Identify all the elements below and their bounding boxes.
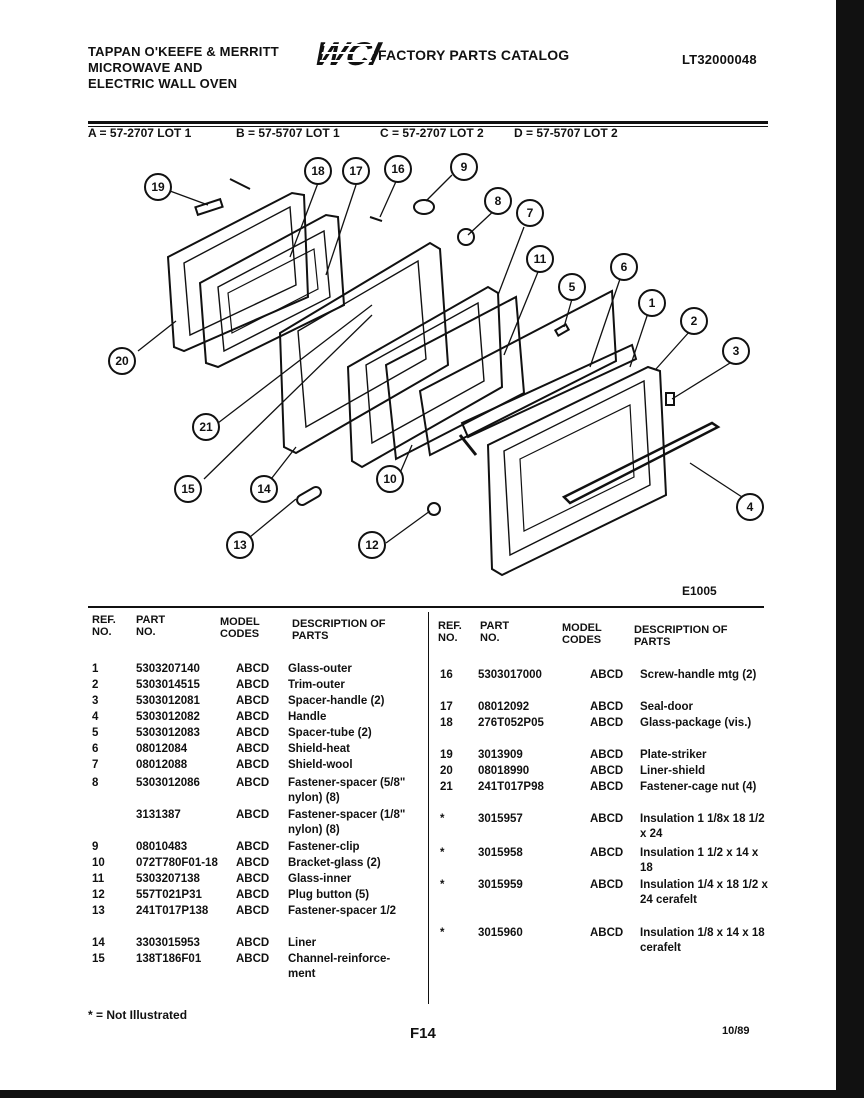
- cell-model: ABCD: [236, 889, 270, 901]
- cell-desc: Glass-outer: [288, 663, 352, 675]
- cell-ref: 19: [440, 749, 453, 761]
- header-part-right: PART NO.: [480, 620, 510, 644]
- cell-ref: 20: [440, 765, 453, 777]
- cell-desc: Glass-package (vis.): [640, 717, 752, 729]
- cell-desc: Fastener-cage nut (4): [640, 781, 757, 793]
- header-rule: [88, 121, 768, 124]
- cell-part: 5303012082: [136, 711, 200, 723]
- cell-part: 3131387: [136, 809, 181, 821]
- callout-5: 5: [568, 280, 576, 294]
- callout-11: 11: [533, 252, 547, 266]
- cell-desc: Handle: [288, 711, 327, 723]
- callout-19: 19: [151, 180, 165, 194]
- cell-desc: Liner: [288, 937, 317, 949]
- callout-15: 15: [181, 482, 195, 496]
- cell-model: ABCD: [590, 717, 624, 729]
- brand-subtitle-2: ELECTRIC WALL OVEN: [88, 76, 238, 91]
- callout-4: 4: [746, 500, 754, 514]
- cell-model: ABCD: [590, 847, 624, 859]
- scan-border-bottom: [0, 1090, 864, 1098]
- cell-ref: 21: [440, 781, 453, 793]
- cell-part: 5303012086: [136, 777, 200, 789]
- cell-part: 5303012081: [136, 695, 200, 707]
- cell-part: 138T186F01: [136, 953, 202, 965]
- callout-7: 7: [526, 206, 534, 220]
- cell-model: ABCD: [236, 873, 270, 885]
- shield-heat-part: [462, 345, 636, 437]
- cell-model: ABCD: [236, 727, 270, 739]
- callout-14: 14: [257, 482, 271, 496]
- cell-ref: 6: [92, 743, 99, 755]
- cell-model: ABCD: [236, 777, 270, 789]
- table-column-divider: [428, 612, 429, 1004]
- cell-desc: Liner-shield: [640, 765, 706, 777]
- cell-ref: *: [440, 879, 445, 891]
- callout-20: 20: [115, 354, 129, 368]
- cell-model: ABCD: [590, 927, 624, 939]
- cell-ref: 13: [92, 905, 105, 917]
- cell-part: 08018990: [478, 765, 530, 777]
- callout-17: 17: [349, 164, 363, 178]
- not-illustrated-note: * = Not Illustrated: [88, 1008, 188, 1022]
- spacer-tube-part: [555, 324, 568, 335]
- cell-part: 3303015953: [136, 937, 200, 949]
- callout-1: 1: [648, 296, 656, 310]
- cell-model: ABCD: [236, 953, 270, 965]
- brand-subtitle-1: MICROWAVE AND: [88, 60, 203, 75]
- cell-model: ABCD: [590, 879, 624, 891]
- cell-model: ABCD: [236, 663, 270, 675]
- cell-desc: Glass-inner: [288, 873, 352, 885]
- callout-21: 21: [199, 420, 213, 434]
- cell-part: 072T780F01-18: [136, 857, 218, 869]
- cell-ref: 3: [92, 695, 99, 707]
- cell-model: ABCD: [236, 905, 270, 917]
- cell-desc: Insulation 1 1/8x 18 1/2 x 24: [640, 813, 765, 840]
- lot-d: D = 57-5707 LOT 2: [514, 126, 618, 140]
- callout-9: 9: [460, 160, 468, 174]
- cell-ref: 15: [92, 953, 105, 965]
- callout-16: 16: [391, 162, 405, 176]
- lot-a: A = 57-2707 LOT 1: [88, 126, 192, 140]
- catalog-title: FACTORY PARTS CATALOG: [378, 47, 570, 63]
- cell-part: 241T017P98: [478, 781, 544, 793]
- header-desc-left: DESCRIPTION OF PARTS: [292, 618, 386, 642]
- cell-part: 08012084: [136, 743, 188, 755]
- callout-18: 18: [311, 164, 325, 178]
- header-desc-right: DESCRIPTION OF PARTS: [634, 624, 728, 648]
- cell-model: ABCD: [236, 937, 270, 949]
- cell-model: ABCD: [236, 857, 270, 869]
- cell-model: ABCD: [590, 701, 624, 713]
- wci-logo: [310, 36, 384, 73]
- cell-model: ABCD: [590, 781, 624, 793]
- cell-ref: 17: [440, 701, 453, 713]
- catalog-number: LT32000048: [682, 52, 757, 67]
- header-ref-left: REF. NO.: [92, 614, 116, 638]
- cell-model: ABCD: [590, 669, 624, 681]
- cell-model: ABCD: [590, 765, 624, 777]
- cell-model: ABCD: [236, 711, 270, 723]
- cell-part: 08010483: [136, 841, 188, 853]
- cell-ref: *: [440, 847, 445, 859]
- cell-desc: Fastener-spacer 1/2: [288, 905, 397, 917]
- cell-ref: 14: [92, 937, 105, 949]
- cell-ref: 7: [92, 759, 99, 771]
- callout-10: 10: [383, 472, 397, 486]
- screw-part: [230, 179, 250, 189]
- cell-ref: 10: [92, 857, 105, 869]
- figure-id: E1005: [682, 584, 717, 598]
- cell-desc: Plug button (5): [288, 889, 370, 901]
- callout-13: 13: [233, 538, 247, 552]
- cell-part: 3015957: [478, 813, 523, 825]
- cell-desc: Fastener-clip: [288, 841, 360, 853]
- header-part-left: PART NO.: [136, 614, 166, 638]
- cell-model: ABCD: [236, 695, 270, 707]
- cell-ref: *: [440, 927, 445, 939]
- cell-desc: Insulation 1/4 x 18 1/2 x 24 cerafelt: [640, 879, 768, 906]
- cell-ref: 9: [92, 841, 99, 853]
- cell-desc: Shield-heat: [288, 743, 350, 755]
- handle-part: [564, 423, 718, 503]
- cell-desc: Trim-outer: [288, 679, 345, 691]
- glass-package-part: [200, 215, 344, 367]
- fastener-spacer-half-part: [295, 485, 323, 507]
- exploded-door-diagram: [100, 155, 780, 595]
- cell-ref: 8: [92, 777, 99, 789]
- cell-part: 08012088: [136, 759, 188, 771]
- cell-model: ABCD: [236, 841, 270, 853]
- cell-part: 5303014515: [136, 679, 200, 691]
- cell-model: ABCD: [236, 809, 270, 821]
- cell-ref: 5: [92, 727, 99, 739]
- cell-ref: 12: [92, 889, 105, 901]
- cell-desc: Channel-reinforce-ment: [288, 953, 391, 980]
- glass-inner-part: [386, 297, 524, 459]
- scan-border-right: [836, 0, 864, 1098]
- cell-model: ABCD: [236, 679, 270, 691]
- cell-desc: Screw-handle mtg (2): [640, 669, 757, 681]
- callout-6: 6: [620, 260, 628, 274]
- cell-part: 557T021P31: [136, 889, 202, 901]
- page-number: F14: [410, 1025, 436, 1042]
- cell-part: 3015958: [478, 847, 523, 859]
- cell-ref: 2: [92, 679, 99, 691]
- callout-12: 12: [365, 538, 379, 552]
- cell-part: 5303012083: [136, 727, 200, 739]
- cell-desc: Spacer-tube (2): [288, 727, 372, 739]
- header-model-left: MODEL CODES: [220, 616, 260, 640]
- cell-part: 5303017000: [478, 669, 542, 681]
- table-top-rule: [88, 606, 764, 608]
- cell-desc: Insulation 1 1/2 x 14 x 18: [640, 847, 759, 874]
- cell-desc: Fastener-spacer (5/8" nylon) (8): [288, 777, 406, 804]
- cell-part: 3015959: [478, 879, 523, 891]
- callout-2: 2: [690, 314, 698, 328]
- cell-part: 3013909: [478, 749, 523, 761]
- brand-name: TAPPAN O'KEEFE & MERRITT: [88, 44, 279, 59]
- cell-part: 241T017P138: [136, 905, 209, 917]
- cell-part: 276T052P05: [478, 717, 544, 729]
- cell-desc: Bracket-glass (2): [288, 857, 381, 869]
- fastener-clip-part: [414, 200, 434, 214]
- cell-model: ABCD: [590, 813, 624, 825]
- cell-model: ABCD: [236, 759, 270, 771]
- revision-date: 10/89: [722, 1025, 750, 1037]
- cell-ref: 11: [92, 873, 105, 885]
- cell-desc: Plate-striker: [640, 749, 707, 761]
- header-ref-right: REF. NO.: [438, 620, 462, 644]
- cell-desc: Shield-wool: [288, 759, 353, 771]
- cell-desc: Seal-door: [640, 701, 694, 713]
- callout-8: 8: [494, 194, 502, 208]
- cell-part: 5303207138: [136, 873, 200, 885]
- cell-part: 3015960: [478, 927, 523, 939]
- cell-part: 5303207140: [136, 663, 200, 675]
- lot-b: B = 57-5707 LOT 1: [236, 126, 340, 140]
- cell-ref: 18: [440, 717, 453, 729]
- cell-ref: 4: [92, 711, 99, 723]
- lot-c: C = 57-2707 LOT 2: [380, 126, 484, 140]
- header-model-right: MODEL CODES: [562, 622, 602, 646]
- cell-model: ABCD: [236, 743, 270, 755]
- cell-ref: 1: [92, 663, 99, 675]
- cell-desc: Spacer-handle (2): [288, 695, 385, 707]
- cell-model: ABCD: [590, 749, 624, 761]
- callout-3: 3: [732, 344, 740, 358]
- svg-text:WCI: WCI: [310, 36, 384, 73]
- cell-ref: 16: [440, 669, 453, 681]
- plug-button-part: [428, 503, 440, 515]
- cell-desc: Insulation 1/8 x 14 x 18 cerafelt: [640, 927, 765, 954]
- cell-part: 08012092: [478, 701, 530, 713]
- cell-ref: *: [440, 813, 445, 825]
- cell-desc: Fastener-spacer (1/8" nylon) (8): [288, 809, 406, 836]
